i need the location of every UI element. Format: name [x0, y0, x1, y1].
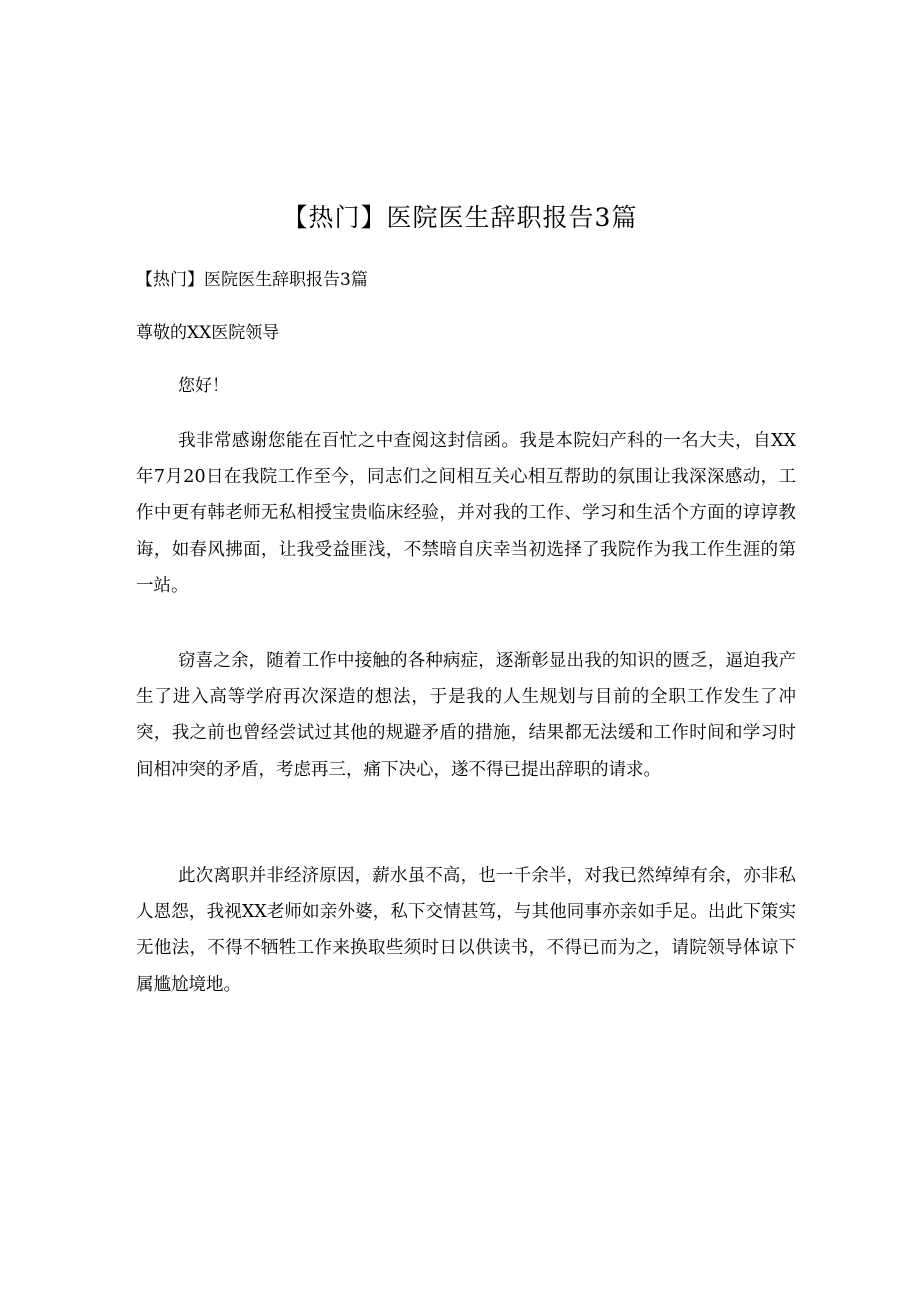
- body-paragraph-1: 我非常感谢您能在百忙之中查阅这封信函。我是本院妇产科的一名大夫，自XX年7月20日在我院工作至今，同志们之间相互关心相互帮助的氛围让我深深感动，工作中更有韩老师无私相授宝贵临床经验，并对我的工作、学习和生活个方面的谆谆教诲，如春风拂面，让我受益匪浅，不禁暗自庆幸当初选择了我院作为我工作生涯的第一站。: [136, 431, 796, 596]
- document-subtitle: 【热门】医院医生辞职报告3篇: [136, 270, 368, 290]
- document-title: 【热门】医院医生辞职报告3篇: [282, 203, 638, 232]
- letter-greeting: 您好！: [178, 376, 229, 396]
- body-paragraph-3: 此次离职并非经济原因，薪水虽不高，也一千余半，对我已然绰绰有余，亦非私人恩怨，我视XX老师如亲外婆，私下交情甚笃，与其他同事亦亲如手足。出此下策实无他法，不得不牺牲工作来换取些须时日以供读书，不得已而为之，请院领导体谅下属尴尬境地。: [136, 866, 796, 995]
- body-paragraph-2: 窃喜之余，随着工作中接触的各种病症，逐渐彰显出我的知识的匮乏，逼迫我产生了进入高等学府再次深造的想法，于是我的人生规划与目前的全职工作发生了冲突，我之前也曾经尝试过其他的规避矛盾的措施，结果都无法缓和工作时间和学习时间相冲突的矛盾，考虑再三，痛下决心，遂不得已提出辞职的请求。: [136, 651, 796, 780]
- letter-salutation: 尊敬的XX医院领导: [136, 323, 280, 343]
